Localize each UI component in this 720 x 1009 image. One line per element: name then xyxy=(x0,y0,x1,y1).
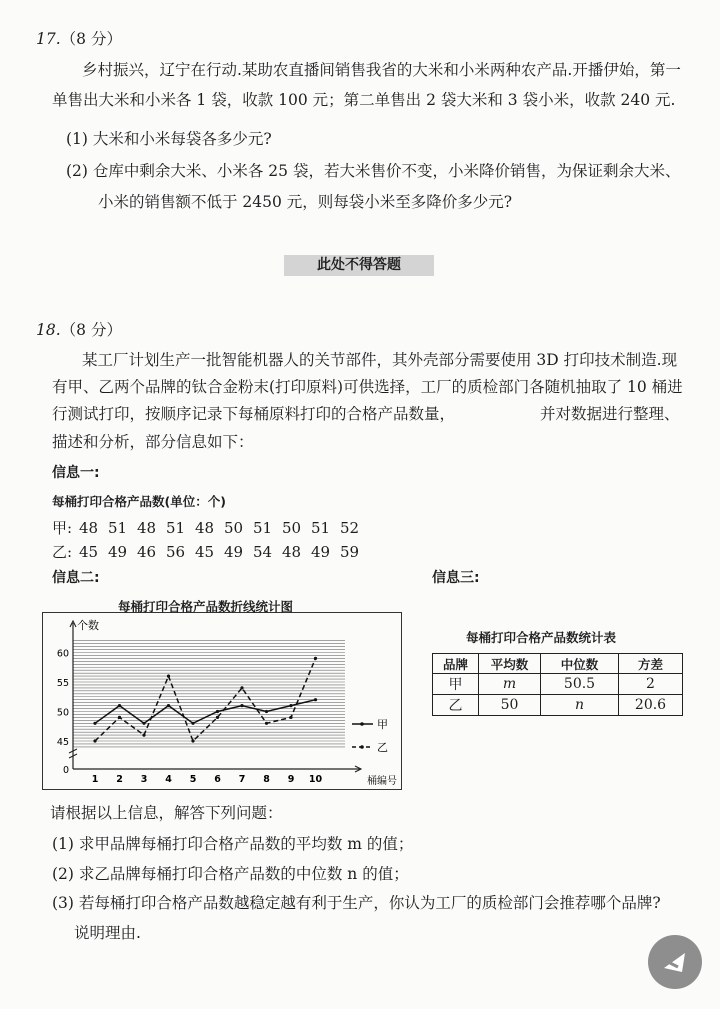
table-cell: 50.5 xyxy=(541,674,619,695)
q18-score: （8 分） xyxy=(60,321,122,339)
data-point xyxy=(167,704,170,707)
data-point xyxy=(240,704,243,707)
data-point xyxy=(93,739,96,742)
q18-line4: 描述和分析，部分信息如下： xyxy=(52,433,254,451)
q17-sub2-line2: 小米的销售额不低于 2450 元，则每袋小米至多降价多少元? xyxy=(98,193,513,211)
info1-label: 信息一: xyxy=(52,465,100,481)
y-tick-label: 60 xyxy=(56,648,69,660)
q17-sub2-line1: (2) 仓库中剩余大米、小米各 25 袋，若大米售价不变，小米降价销售，为保证剩余大米、 xyxy=(66,162,681,180)
table-header-cell: 中位数 xyxy=(541,654,619,674)
q18-line1: 某工厂计划生产一批智能机器人的关节部件，其外壳部分需要使用 3D 打印技术制造.现 xyxy=(82,351,678,369)
data-point xyxy=(118,704,121,707)
data-point xyxy=(265,710,268,713)
y-tick-label: 45 xyxy=(56,737,69,748)
table-header-cell: 品牌 xyxy=(433,654,479,674)
q18-number: 18. xyxy=(36,321,61,339)
table-header-cell: 方差 xyxy=(619,654,683,674)
data-point xyxy=(265,722,268,725)
q17-number: 17. xyxy=(36,30,61,48)
table-header-row xyxy=(433,654,683,674)
table-header-cell: 平均数 xyxy=(479,654,541,674)
table-cell: 甲 xyxy=(433,674,479,695)
jia-row-label: 甲: xyxy=(52,519,73,537)
yi-data-row xyxy=(52,541,369,562)
table-cell: 50 xyxy=(479,695,541,716)
y-tick-label: 55 xyxy=(56,678,69,689)
y-tick-label: 50 xyxy=(56,707,69,719)
jia-value: 48 xyxy=(79,519,99,537)
x-tick-label: 2 xyxy=(116,774,123,785)
x-axis-label: 桶编号 xyxy=(367,776,397,787)
yi-value: 45 xyxy=(195,543,215,561)
yi-value: 48 xyxy=(282,543,302,561)
q17-header xyxy=(36,27,122,49)
data-point xyxy=(314,698,317,701)
no-answer-banner: 此处不得答题 xyxy=(284,255,434,276)
table-cell: n xyxy=(541,695,619,716)
yi-value: 56 xyxy=(166,543,186,561)
share-icon xyxy=(648,935,702,989)
x-tick-label: 6 xyxy=(214,774,221,785)
line-chart xyxy=(43,613,401,789)
x-tick-label: 1 xyxy=(91,774,99,785)
table-row xyxy=(433,695,683,716)
yi-row-label: 乙: xyxy=(52,543,73,561)
q17-line2: 单售出大米和小米各 1 袋，收款 100 元；第二单售出 2 袋大米和 3 袋小米，收款 240 元. xyxy=(52,91,676,109)
q18-line3a: 行测试打印，按顺序记录下每桶原料打印的合格产品数量， xyxy=(52,405,456,423)
jia-value: 50 xyxy=(282,519,302,537)
y-tick-label: 0 xyxy=(62,765,69,776)
x-tick-label: 3 xyxy=(140,774,148,785)
legend-marker-yi xyxy=(360,745,364,749)
q18-p1: (1) 求甲品牌每桶打印合格产品数的平均数 m 的值； xyxy=(52,835,414,853)
data-point xyxy=(289,704,292,707)
legend-marker-jia xyxy=(360,722,364,726)
legend-label-yi: 乙 xyxy=(377,741,388,754)
q18-p3b: 说明理由. xyxy=(74,924,141,942)
data-point xyxy=(93,722,96,725)
x-tick-label: 10 xyxy=(308,774,323,785)
data-point xyxy=(314,657,317,660)
jia-value: 51 xyxy=(253,519,273,537)
yi-value: 45 xyxy=(79,543,99,561)
yi-value: 59 xyxy=(340,543,360,561)
table-cell: 20.6 xyxy=(619,695,683,716)
jia-value: 51 xyxy=(108,519,128,537)
line-chart-frame xyxy=(42,612,402,790)
jia-value: 52 xyxy=(340,519,360,537)
data-point xyxy=(118,716,121,719)
data-point xyxy=(216,716,219,719)
q18-line3b: 并对数据进行整理、 xyxy=(540,405,680,423)
yi-value: 49 xyxy=(311,543,331,561)
data-point xyxy=(191,722,194,725)
jia-data-row xyxy=(52,517,369,538)
data-point xyxy=(191,739,194,742)
table-cell: m xyxy=(479,674,541,695)
data-point xyxy=(289,716,292,719)
x-tick-label: 4 xyxy=(165,774,172,785)
data-point xyxy=(216,710,219,713)
yi-value: 46 xyxy=(137,543,157,561)
x-tick-label: 5 xyxy=(189,774,197,785)
info3-label: 信息三: xyxy=(432,570,480,586)
jia-value: 48 xyxy=(195,519,215,537)
q18-header xyxy=(36,318,122,340)
q17-score: （8 分） xyxy=(60,30,122,48)
info1-title: 每桶打印合格产品数(单位：个) xyxy=(52,494,226,509)
jia-value: 48 xyxy=(137,519,157,537)
legend-label-jia: 甲 xyxy=(377,718,388,731)
q17-sub1: (1) 大米和小米每袋各多少元? xyxy=(66,130,272,148)
q18-line2: 有甲、乙两个品牌的钛合金粉末(打印原料)可供选择，工厂的质检部门各随机抽取了 10 桶进 xyxy=(52,378,683,396)
data-point xyxy=(240,686,243,689)
y-axis-label: 个数 xyxy=(77,619,99,632)
q17-line1: 乡村振兴，辽宁在行动.某助农直播间销售我省的大米和小米两种农产品.开播伊始，第一 xyxy=(82,61,681,79)
jia-value: 50 xyxy=(224,519,244,537)
x-tick-label: 7 xyxy=(238,774,246,785)
q18-ask: 请根据以上信息，解答下列问题： xyxy=(50,804,283,822)
share-button[interactable] xyxy=(648,935,702,989)
q18-p2: (2) 求乙品牌每桶打印合格产品数的中位数 n 的值； xyxy=(52,865,409,883)
info2-label: 信息二: xyxy=(52,570,100,586)
stats-table xyxy=(432,653,683,716)
table-cell: 乙 xyxy=(433,695,479,716)
yi-value: 49 xyxy=(108,543,128,561)
jia-value: 51 xyxy=(311,519,331,537)
data-point xyxy=(142,734,145,737)
table-row xyxy=(433,674,683,695)
table-cell: 2 xyxy=(619,674,683,695)
x-tick-label: 9 xyxy=(287,774,295,785)
jia-value: 51 xyxy=(166,519,186,537)
data-point xyxy=(167,675,170,678)
x-tick-label: 8 xyxy=(263,774,270,785)
q18-p3: (3) 若每桶打印合格产品数越稳定越有利于生产，你认为工厂的质检部门会推荐哪个品牌? xyxy=(52,894,661,912)
chart-title: 每桶打印合格产品数折线统计图 xyxy=(118,599,294,614)
data-point xyxy=(142,722,145,725)
table-title: 每桶打印合格产品数统计表 xyxy=(466,630,617,645)
yi-value: 54 xyxy=(253,543,273,561)
yi-value: 49 xyxy=(224,543,244,561)
